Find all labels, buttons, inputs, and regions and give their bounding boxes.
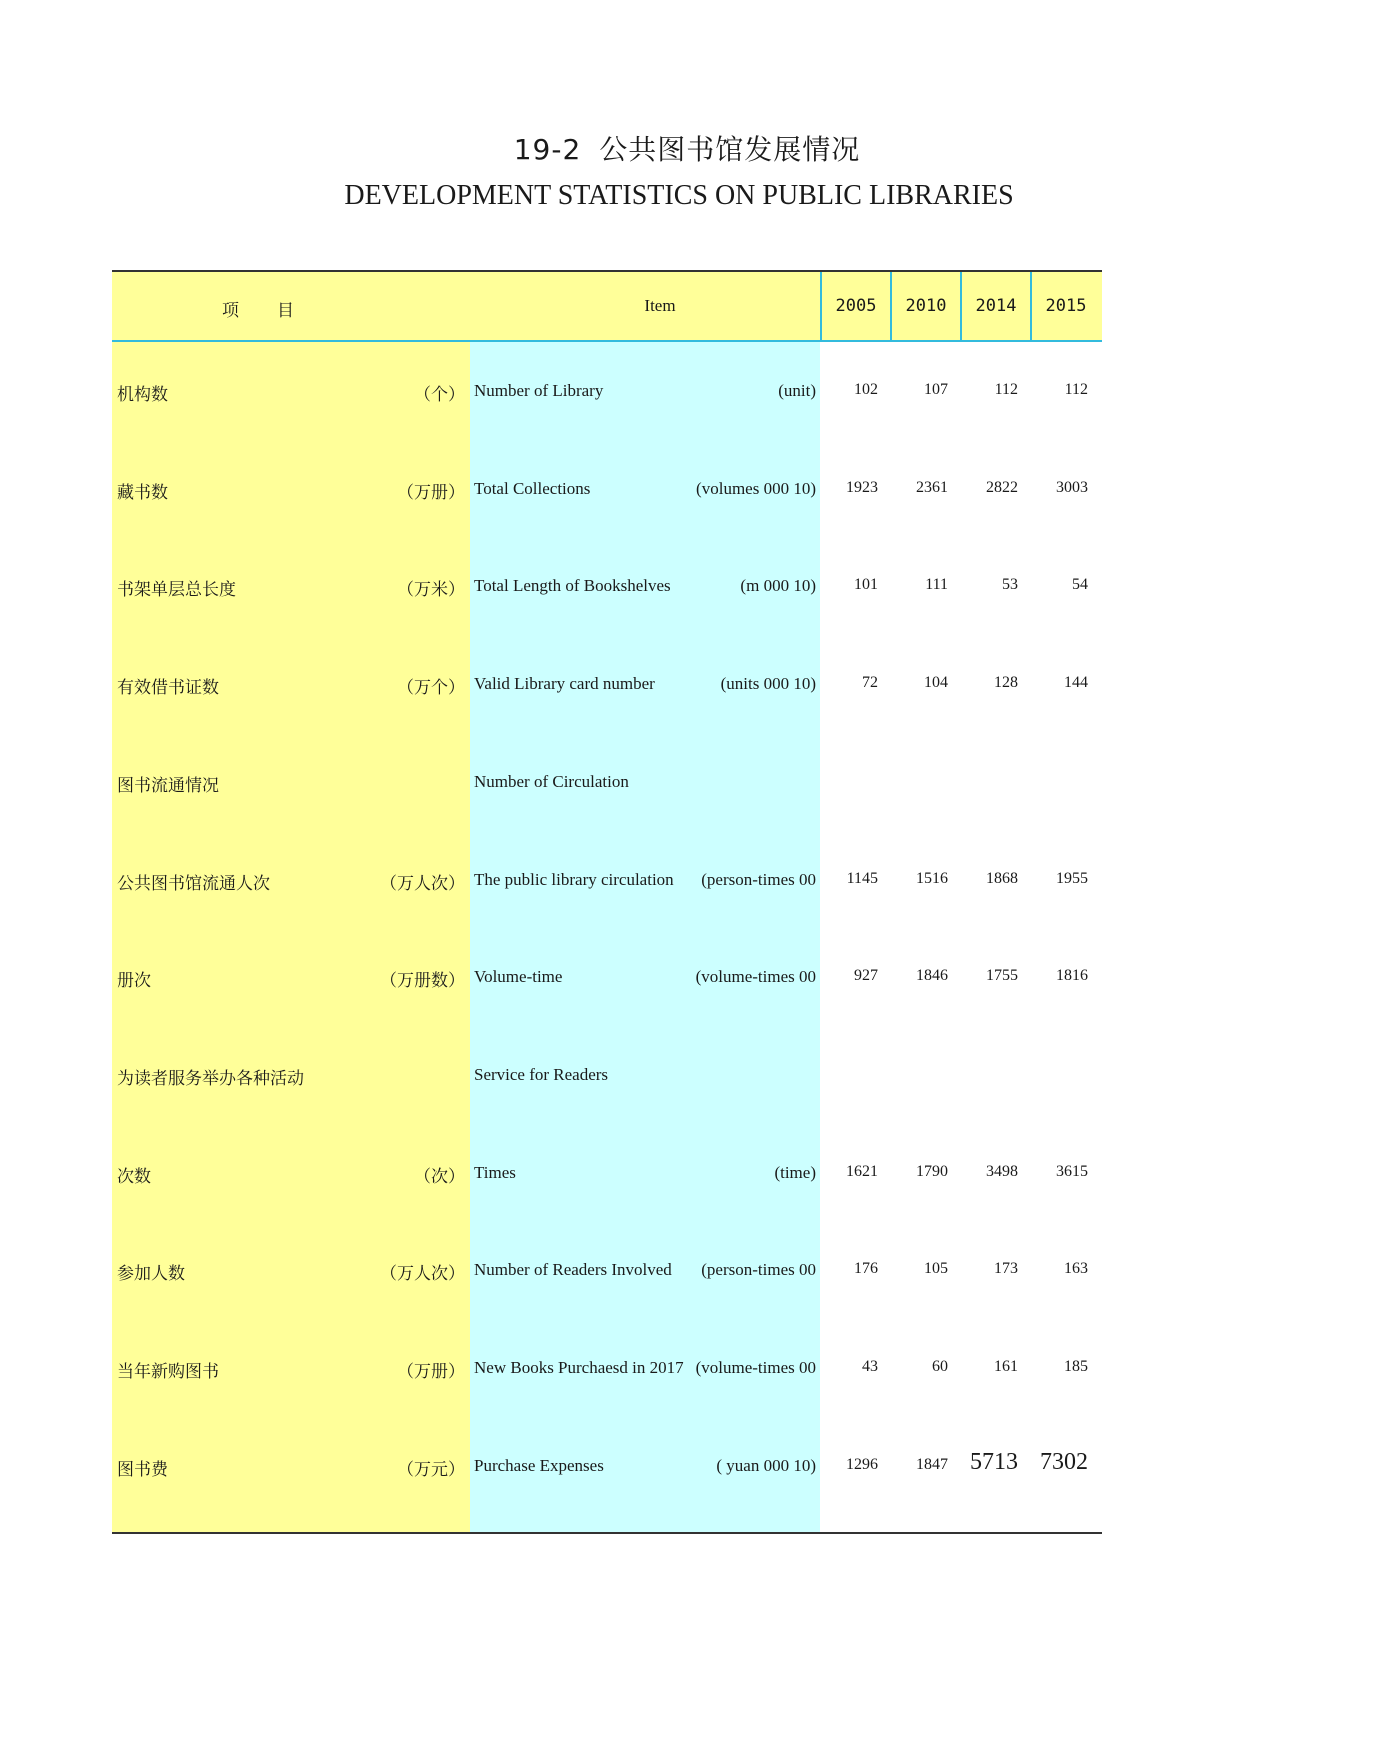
value-cell: 53 <box>1002 576 1018 594</box>
value-cell: 5713 <box>970 1448 1018 1475</box>
row-unit-cn: （万元） <box>397 1459 465 1480</box>
table-row <box>112 1417 1102 1515</box>
row-unit-en: (10 000 units) <box>720 674 816 694</box>
row-label-cn: 图书费 <box>117 1459 168 1480</box>
statistics-table <box>112 270 1102 1534</box>
row-label-en: Times <box>474 1162 516 1182</box>
row-label-en: Number of Library <box>474 381 604 400</box>
row-unit-en: 00 volume-times) <box>695 1358 816 1377</box>
table-row <box>112 733 1102 831</box>
table-row <box>112 342 1102 440</box>
table-row <box>112 831 1102 929</box>
header-item-en: Item <box>644 296 676 315</box>
row-label-en: Volume-time <box>474 967 563 987</box>
value-cell: 105 <box>924 1260 948 1278</box>
table-row <box>112 1026 1102 1124</box>
value-cell: 112 <box>1064 381 1088 398</box>
row-label-cn: 参加人数 <box>117 1264 185 1285</box>
value-cell: 927 <box>854 967 878 985</box>
row-unit-en: (10 000 m) <box>740 576 816 596</box>
header-year: 2010 <box>890 272 960 340</box>
row-label-en: Service for Readers <box>474 1064 609 1084</box>
value-cell: 1846 <box>916 967 948 985</box>
value-cell: 1790 <box>916 1162 948 1180</box>
value-cell: 104 <box>924 674 948 692</box>
row-unit-cn: （万米） <box>397 580 465 601</box>
value-cell: 1145 <box>846 869 878 887</box>
row-label-cn: 为读者服务举办各种活动 <box>117 1068 304 1089</box>
row-label-cn: 册次 <box>117 971 151 992</box>
value-cell: 3498 <box>986 1162 1018 1180</box>
table-row <box>112 537 1102 635</box>
row-label-en: Number of Readers Involved <box>474 1260 672 1280</box>
value-cell: 161 <box>994 1358 1018 1375</box>
value-cell: 128 <box>994 674 1018 692</box>
page-title-en: DEVELOPMENT STATISTICS ON PUBLIC LIBRARIES <box>344 180 1014 211</box>
table-header <box>112 272 1102 342</box>
value-cell: 7302 <box>1040 1448 1088 1475</box>
row-unit-en: 00 person-times) <box>701 1260 816 1280</box>
page-title-cn <box>0 128 1374 168</box>
value-cell: 3615 <box>1056 1162 1088 1180</box>
row-unit-en: (time) <box>774 1162 816 1182</box>
table-row <box>112 1221 1102 1319</box>
value-cell: 163 <box>1064 1260 1088 1278</box>
value-cell: 60 <box>932 1358 948 1375</box>
row-label-en: Total Collections <box>474 478 591 498</box>
row-unit-cn: （万人次） <box>380 1264 465 1285</box>
row-unit-cn: （个） <box>414 385 465 405</box>
value-cell: 107 <box>924 381 948 398</box>
value-cell: 112 <box>994 381 1018 398</box>
row-unit-en: 00 volume-times) <box>695 967 816 987</box>
value-cell: 2822 <box>986 478 1018 496</box>
row-label-cn: 机构数 <box>117 385 168 405</box>
value-cell: 1847 <box>916 1455 948 1473</box>
value-cell: 144 <box>1064 674 1088 692</box>
value-cell: 1923 <box>846 478 878 496</box>
title-cn-text: 公共图书馆发展情况 <box>599 133 861 166</box>
value-cell: 43 <box>862 1358 878 1375</box>
table-row <box>112 1319 1102 1417</box>
header-year: 2005 <box>820 272 890 340</box>
value-cell: 176 <box>854 1260 878 1278</box>
row-label-en: Purchase Expenses <box>474 1455 604 1475</box>
row-unit-en: (unit) <box>778 381 816 400</box>
row-label-cn: 书架单层总长度 <box>117 580 236 601</box>
row-unit-cn: （万册） <box>397 1362 465 1382</box>
value-cell: 1755 <box>986 967 1018 985</box>
row-label-en: Total Length of Bookshelves <box>474 576 671 596</box>
value-cell: 72 <box>862 674 878 692</box>
value-cell: 173 <box>994 1260 1018 1278</box>
value-cell: 1296 <box>846 1455 878 1473</box>
value-cell: 185 <box>1064 1358 1088 1375</box>
row-unit-cn: （次） <box>414 1166 465 1187</box>
value-cell: 101 <box>854 576 878 594</box>
table-row <box>112 635 1102 733</box>
header-year: 2014 <box>960 272 1030 340</box>
value-cell: 1868 <box>986 869 1018 887</box>
row-unit-en: (10 000 yuan ) <box>716 1455 816 1475</box>
table-row <box>112 1124 1102 1222</box>
row-unit-en: 00 person-times) <box>701 869 816 889</box>
header-year: 2015 <box>1030 272 1100 340</box>
row-label-en: New Books Purchaesd in 2017 <box>474 1358 684 1377</box>
table-row <box>112 440 1102 538</box>
row-unit-cn: （万个） <box>397 678 465 699</box>
row-unit-cn: （万人次） <box>380 873 465 894</box>
table-number: 19-2 <box>513 133 582 166</box>
row-label-en: Number of Circulation <box>474 771 629 791</box>
value-cell: 1516 <box>916 869 948 887</box>
row-label-en: The public library circulation <box>474 869 674 889</box>
row-label-cn: 当年新购图书 <box>117 1362 219 1382</box>
value-cell: 3003 <box>1056 478 1088 496</box>
row-unit-cn: （万册数） <box>380 971 465 992</box>
value-cell: 1621 <box>846 1162 878 1180</box>
value-cell: 102 <box>854 381 878 398</box>
row-unit-cn: （万册） <box>397 482 465 503</box>
value-cell: 1816 <box>1056 967 1088 985</box>
value-cell: 111 <box>925 576 948 594</box>
row-label-cn: 图书流通情况 <box>117 775 219 796</box>
table-row <box>112 928 1102 1026</box>
value-cell: 2361 <box>916 478 948 496</box>
row-label-cn: 有效借书证数 <box>117 678 219 699</box>
row-label-cn: 藏书数 <box>117 482 168 503</box>
value-cell: 1955 <box>1056 869 1088 887</box>
row-label-en: Valid Library card number <box>474 674 655 694</box>
value-cell: 54 <box>1072 576 1088 594</box>
row-label-cn: 公共图书馆流通人次 <box>117 873 270 894</box>
row-unit-en: (10 000 volumes) <box>696 478 816 498</box>
header-item-cn: 项目 <box>222 301 332 321</box>
row-label-cn: 次数 <box>117 1166 151 1187</box>
